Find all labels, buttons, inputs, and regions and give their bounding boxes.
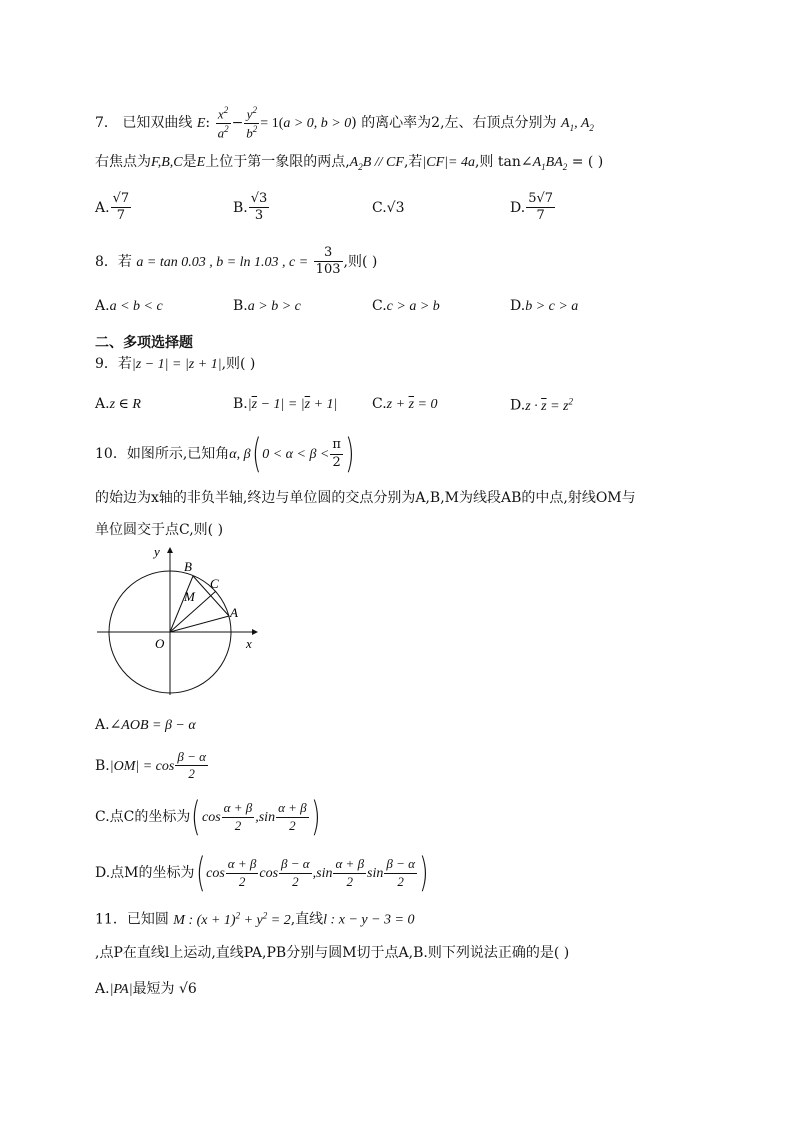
- q10-d-frac2: $\frac{\beta - \alpha}{2}$: [281, 856, 310, 889]
- q7-E2: E: [196, 155, 206, 170]
- q7-blank: = ( ): [571, 154, 604, 170]
- q7-c-label: C.: [372, 200, 387, 216]
- q10-option-b[interactable]: [95, 750, 209, 782]
- q7-intro: 已知双曲线: [122, 115, 193, 132]
- q11-number: 11．: [95, 911, 127, 928]
- label-A: A: [230, 605, 238, 620]
- q10-b-pre: |OM| = cos: [109, 758, 175, 774]
- q10-cond: 0 < α < β <: [262, 447, 330, 462]
- ray-OB: [170, 576, 193, 632]
- q11-a-label: A.: [95, 981, 110, 997]
- q10-pi-frac: $\frac{\pi}{2}$: [332, 437, 341, 470]
- q7-frac-y: $\frac{y^2}{b^2}$: [246, 105, 258, 140]
- label-C: C: [210, 576, 219, 591]
- q10-number: 10．: [95, 446, 127, 462]
- q7-option-a[interactable]: [95, 192, 132, 224]
- q7-angle: $A_1BA_2$: [532, 155, 568, 172]
- label-B: B: [184, 559, 192, 574]
- q10-d-sin: ,sin: [312, 866, 333, 881]
- q10-b-frac: $\frac{\beta - \alpha}{2}$: [177, 749, 206, 782]
- q10-d-frac4: $\frac{\beta - \alpha}{2}$: [386, 856, 415, 889]
- q7-minus: −: [231, 115, 244, 132]
- q8-option-c[interactable]: [372, 298, 440, 315]
- q7-A1A2: $A_1$, $A_2$: [561, 116, 594, 133]
- q10-d-rparen: ): [419, 850, 429, 896]
- q8-option-a[interactable]: [95, 298, 163, 315]
- q10-option-d[interactable]: [95, 850, 430, 896]
- q10-d-label: D.点M的坐标为: [95, 865, 195, 881]
- q7-b: b: [246, 124, 253, 140]
- q8-frac: $\frac{3}{103}$: [315, 245, 341, 278]
- q7-option-c[interactable]: [372, 200, 405, 216]
- q8-expr: a = tan 0.03 , b = ln 1.03 , c =: [136, 254, 309, 270]
- q10-b-label: B.: [95, 757, 110, 774]
- q7-y: y: [246, 106, 253, 122]
- q10-d-frac1: $\frac{\alpha + \beta}{2}$: [227, 856, 257, 889]
- q7-eq4a: = 4a: [448, 155, 475, 170]
- q7-line2e: ,则 tan∠: [474, 154, 533, 170]
- q10-d-sin2: sin: [367, 866, 384, 881]
- q10-c-rparen: ): [310, 794, 321, 840]
- q11-circle: M : $(x + 1)^2 + y^2 = 2$: [173, 910, 291, 928]
- q7-option-d[interactable]: [510, 192, 556, 224]
- q10-c-label: C.点C的坐标为: [95, 809, 191, 825]
- q9-option-b[interactable]: [233, 396, 337, 413]
- q7-line2c: 上位于第一象限的两点,: [205, 154, 350, 170]
- q7-option-b[interactable]: [233, 192, 270, 224]
- x-axis-arrow: [252, 629, 258, 635]
- q10-d-cos2: cos: [259, 866, 279, 881]
- q11-line2: ,点P在直线l上运动,直线PA,PB分别与圆M切于点A,B.则下列说法正确的是( ): [95, 945, 570, 961]
- q7-a-frac: $\frac{√7}{7}$: [112, 191, 130, 224]
- q7-b-label: B.: [233, 199, 248, 216]
- q10-c-sin: ,sin: [255, 810, 276, 825]
- q8-b-label: B.: [233, 298, 248, 314]
- q10-option-c[interactable]: [95, 794, 321, 840]
- q11-a-val: |PA|: [109, 982, 133, 997]
- q7-x: x: [217, 106, 224, 122]
- q7-a: a: [217, 124, 225, 140]
- q8-b-val: a > b > c: [247, 299, 301, 314]
- q9-line: [95, 357, 255, 372]
- q7-a-label: A.: [95, 199, 110, 216]
- q8-d-label: D.: [510, 298, 526, 314]
- q10-d-cos: cos: [206, 866, 225, 881]
- q10-a-val: ∠AOB = β − α: [109, 718, 196, 733]
- q11-option-a[interactable]: [95, 978, 197, 998]
- q9-b-label: B.: [233, 396, 248, 412]
- unit-circle-figure: [92, 545, 272, 705]
- q7-E: E: [196, 116, 206, 132]
- q9-a-label: A.: [95, 396, 110, 412]
- q10-line1: [95, 431, 356, 477]
- q9-expr: |z − 1| = |z + 1|: [131, 357, 222, 372]
- q7-cond: a > 0, b > 0: [283, 116, 352, 132]
- q9-option-d[interactable]: [510, 396, 573, 415]
- q10-c-frac2: $\frac{\alpha + \beta}{2}$: [278, 800, 307, 833]
- q8-option-b[interactable]: [233, 298, 301, 315]
- q8-tail: ,则( ): [343, 253, 378, 270]
- q8-d-val: b > c > a: [525, 299, 579, 314]
- q7-line2: [95, 155, 603, 172]
- q11-a-root: √6: [179, 981, 197, 997]
- q7-FBC: F,B,C: [151, 155, 183, 170]
- label-y: y: [154, 545, 160, 559]
- q10-line3: 单位圆交于点C,则( ): [95, 522, 224, 538]
- q10-option-a[interactable]: [95, 717, 196, 734]
- q9-option-a[interactable]: [95, 396, 141, 413]
- q7-d-frac: $\frac{5√7}{7}$: [528, 191, 554, 224]
- q7-rparen: ): [351, 115, 357, 132]
- q8-a-label: A.: [95, 298, 110, 314]
- q11-text: 已知圆: [126, 911, 169, 928]
- q7-d-label: D.: [510, 199, 526, 216]
- q7-line2b: 是: [182, 154, 197, 170]
- q7-line1: [95, 106, 594, 140]
- q9-d-val: $z \cdot \overline{z} = z^2$: [525, 396, 573, 414]
- q9-b-val: $|\overline{z} - 1| = |\overline{z} + 1|$: [247, 397, 338, 412]
- q7-b-frac: $\frac{√3}{3}$: [250, 191, 268, 224]
- y-axis-arrow: [167, 547, 173, 553]
- q8-line: [95, 246, 377, 278]
- section-title: 二、多项选择题: [95, 335, 193, 351]
- label-M: M: [184, 589, 195, 604]
- q9-number: 9．: [95, 356, 118, 372]
- q7-number: 7．: [95, 115, 118, 132]
- q10-ab: α, β: [229, 447, 251, 462]
- q7-line2d: ,若: [403, 154, 423, 170]
- q7-frac-x: $\frac{x^2}{a^2}$: [217, 105, 229, 140]
- q10-line2: 的始边为x轴的非负半轴,终边与单位圆的交点分别为A,B,M为线段AB的中点,射线OM与: [95, 490, 636, 506]
- q10-lparen: (: [251, 431, 262, 477]
- q7-c-val: √3: [386, 200, 405, 216]
- q10-c-lparen: (: [191, 794, 201, 840]
- q8-number: 8．: [95, 253, 118, 270]
- q8-option-d[interactable]: [510, 298, 578, 315]
- q11-line-eq: l : x − y − 3 = 0: [323, 912, 415, 928]
- q9-c-val: $z + \overline{z} = 0$: [386, 397, 438, 412]
- q7-eq: = 1(: [260, 116, 284, 132]
- q9-c-label: C.: [372, 396, 387, 412]
- q7-CF: |CF|: [422, 155, 449, 170]
- q7-text1: 的离心率为2,左、右顶点分别为: [361, 115, 557, 132]
- q8-c-val: c > a > b: [386, 299, 440, 314]
- q11-mid: ,直线: [290, 911, 324, 928]
- q10-a-label: A.: [95, 717, 110, 733]
- q9-tail: ,则( ): [221, 356, 256, 372]
- q10-c-frac1: $\frac{\alpha + \beta}{2}$: [223, 800, 253, 833]
- q9-option-c[interactable]: [372, 396, 437, 413]
- q10-text: 如图所示,已知角: [126, 446, 230, 462]
- label-x: x: [246, 636, 252, 651]
- q8-a-val: a < b < c: [109, 299, 163, 314]
- q8-text: 若: [117, 253, 132, 270]
- q8-c-label: C.: [372, 298, 387, 314]
- q10-d-frac3: $\frac{\alpha + \beta}{2}$: [335, 856, 365, 889]
- q10-c-cos: cos: [201, 810, 221, 825]
- q9-d-label: D.: [510, 397, 526, 414]
- q9-text: 若: [117, 356, 132, 372]
- q7-line2a: 右焦点为: [95, 154, 151, 170]
- q9-a-val: z ∈ R: [109, 397, 141, 412]
- q7-colon: :: [205, 115, 211, 132]
- q11-a-text: 最短为: [132, 981, 175, 997]
- q10-rparen: ): [345, 431, 355, 477]
- q7-parallel: $A_2B$ // CF: [349, 155, 404, 172]
- label-O: O: [155, 636, 165, 651]
- q11-line1: [95, 911, 415, 928]
- q10-d-lparen: (: [195, 850, 206, 896]
